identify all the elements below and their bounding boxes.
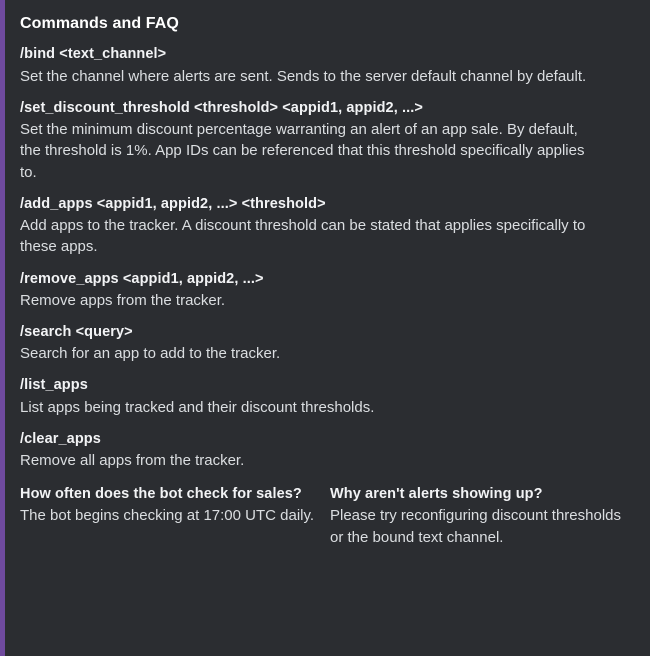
embed-fields-list bbox=[20, 45, 621, 548]
field-value-add-apps: Add apps to the tracker. A discount threshold can be stated that applies specifically to these apps. bbox=[20, 217, 586, 256]
field-name-bind: /bind <text_channel> bbox=[20, 46, 167, 63]
field-value-search: Search for an app to add to the tracker. bbox=[20, 345, 281, 363]
field-name-list-apps: /list_apps bbox=[20, 377, 88, 394]
field-value-clear-apps: Remove all apps from the tracker. bbox=[20, 452, 245, 470]
embed-field-clear-apps bbox=[20, 430, 598, 471]
field-value-set-discount-threshold: Set the minimum discount percentage warranting an alert of an app sale. By default, the threshold is 1%. App IDs can be referenced that this threshold specifically applies to. bbox=[20, 121, 585, 181]
field-name-add-apps: /add_apps <appid1, appid2, ...> <threshold> bbox=[20, 195, 326, 212]
embed-field-bind bbox=[20, 45, 598, 86]
field-name-faq-check-frequency: How often does the bot check for sales? bbox=[20, 486, 302, 503]
field-value-bind: Set the channel where alerts are sent. Sends to the server default channel by default. bbox=[20, 67, 587, 85]
field-name-search: /search <query> bbox=[20, 324, 133, 341]
embed-field-set-discount-threshold bbox=[20, 99, 598, 183]
field-value-remove-apps: Remove apps from the tracker. bbox=[20, 291, 226, 309]
field-name-set-discount-threshold: /set_discount_threshold <threshold> <appid1, appid2, ...> bbox=[20, 99, 423, 116]
field-name-faq-no-alerts: Why aren't alerts showing up? bbox=[330, 486, 543, 503]
field-value-list-apps: List apps being tracked and their discount thresholds. bbox=[20, 398, 375, 416]
field-name-clear-apps: /clear_apps bbox=[20, 430, 101, 447]
embed-field-list-apps bbox=[20, 376, 598, 417]
embed-field-remove-apps bbox=[20, 270, 598, 311]
embed-faq-row bbox=[20, 485, 621, 549]
field-name-remove-apps: /remove_apps <appid1, appid2, ...> bbox=[20, 270, 264, 287]
field-value-faq-no-alerts: Please try reconfiguring discount thresholds or the bound text channel. bbox=[330, 507, 621, 547]
embed-field-search bbox=[20, 323, 598, 364]
embed-field-faq-check-frequency bbox=[20, 485, 315, 549]
embed-field-add-apps bbox=[20, 195, 598, 258]
field-value-faq-check-frequency: The bot begins checking at 17:00 UTC daily. bbox=[20, 507, 315, 525]
embed-field-faq-no-alerts bbox=[330, 485, 625, 549]
embed-title: Commands and FAQ bbox=[20, 15, 179, 32]
